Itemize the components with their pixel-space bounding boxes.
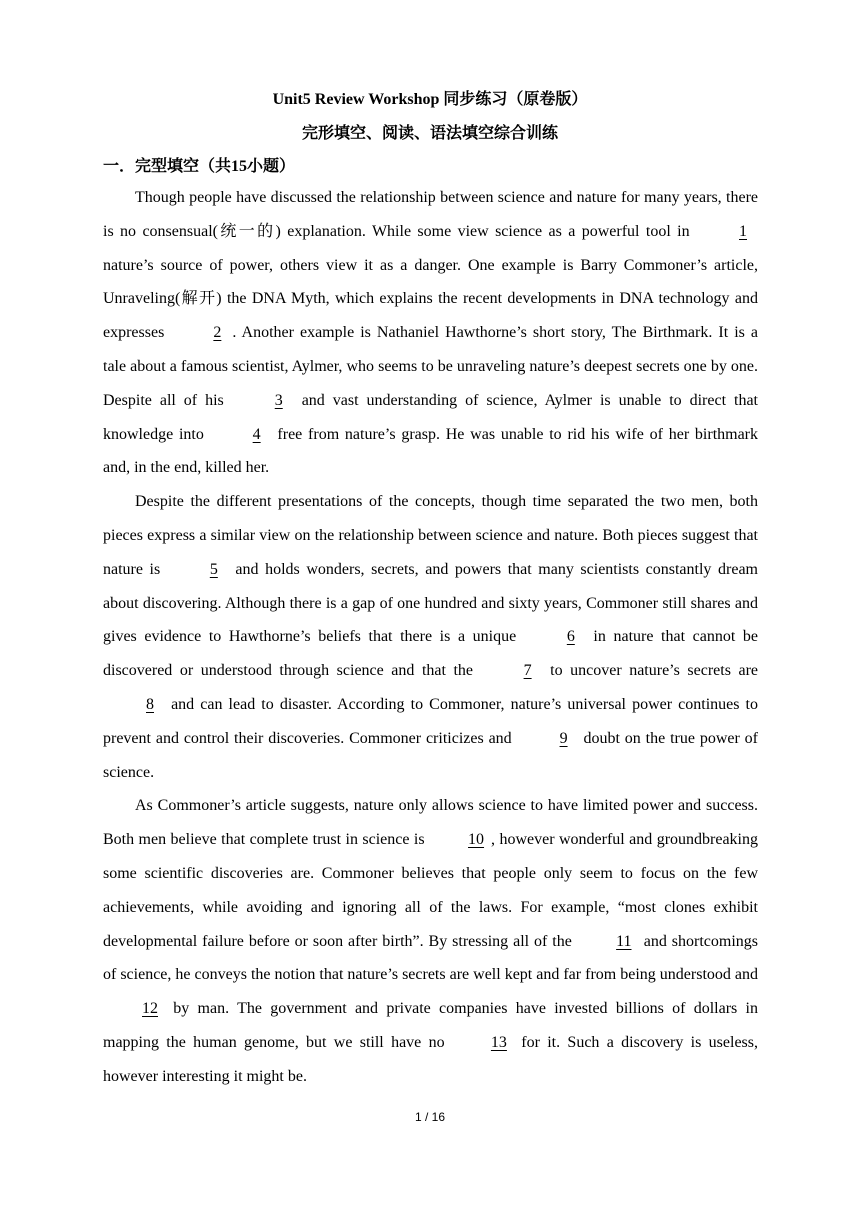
- text-segment: . Another example is Nathaniel Hawthorne’s short story, The Birthmark. It is a tale about a famous scientist, Aylmer, who seems to be unraveling nature’s deepest secrets one by one. Despite all of his: [103, 324, 759, 409]
- blank-1: 1: [739, 222, 747, 240]
- blank-10: 10: [468, 831, 485, 849]
- text-segment: doubt on the true power of science.: [103, 729, 759, 781]
- section-heading: 一．完型填空（共15小题）: [103, 158, 296, 175]
- blank-2: 2: [213, 324, 222, 342]
- blank-8: 8: [146, 695, 154, 713]
- text-segment: by man. The government and private companies have invested billions of dollars in mapping the human genome, but we still have no: [103, 1000, 758, 1051]
- blank-13: 13: [490, 1033, 507, 1051]
- text-segment: As Commoner’s article suggests, nature only allows science to have limited power and success. Both men believe that complete trust in science is: [103, 797, 758, 849]
- blank-11: 11: [616, 932, 632, 950]
- document-subtitle: 完形填空、阅读、语法填空综合训练: [301, 125, 558, 142]
- text-segment: , however wonderful and groundbreaking some scientific discoveries are. Commoner believes that people only seem to focus on the few achievements, while avoiding and ignoring all of the laws. For example, “most clones exhibit developmental failure before or soon after birth”. By stressing all of the: [103, 831, 759, 950]
- text-segment: free from nature’s grasp. He was unable to rid his wife of her birthmark and, in the end, killed her.: [103, 425, 759, 477]
- blank-5: 5: [209, 560, 218, 578]
- text-segment: Despite the different presentations of the concepts, though time separated the two men, both pieces express a similar view on the relationship between science and nature. Both pieces suggest that nature is: [103, 493, 758, 578]
- blank-9: 9: [559, 729, 568, 747]
- text-segment: Though people have discussed the relationship between science and nature for many years, there is no consensual(统一的) explanation. While some view science as a powerful tool in: [103, 189, 758, 240]
- text-segment: for it. Such a discovery is useless, however interesting it might be.: [103, 1033, 759, 1085]
- text-segment: nature’s source of power, others view it as a danger. One example is Barry Commoner’s article, Unraveling(解开) the DNA Myth, which explains the recent developments in DNA technology and expresses: [103, 256, 758, 342]
- blank-12: 12: [142, 1000, 158, 1018]
- blank-4: 4: [252, 425, 261, 443]
- blank-3: 3: [274, 391, 283, 409]
- document-title: Unit5 Review Workshop 同步练习（原卷版）: [272, 91, 588, 108]
- cloze-passage: [103, 181, 758, 1094]
- text-segment: to uncover nature’s secrets are: [542, 662, 759, 680]
- paragraph-2: [103, 485, 758, 789]
- text-segment: in nature that cannot be discovered or understood through science and that the: [103, 628, 758, 680]
- text-segment: and can lead to disaster. According to Commoner, nature’s universal power continues to prevent and control their discoveries. Commoner criticizes and: [103, 695, 758, 747]
- paragraph-1: [103, 181, 758, 485]
- paragraph-3: [103, 789, 758, 1093]
- blank-7: 7: [523, 662, 532, 680]
- text-segment: and vast understanding of science, Aylmer is unable to direct that knowledge into: [103, 391, 758, 443]
- page-number: 1 / 16: [414, 1110, 446, 1124]
- text-segment: and holds wonders, secrets, and powers that many scientists constantly dream about discovering. Although there is a gap of one hundred and sixty years, Commoner still shares and gives evidence to Hawthorne’s beliefs that there is a unique: [103, 560, 758, 646]
- text-segment: and shortcomings of science, he conveys the notion that nature’s secrets are well kept and far from being understood and: [103, 932, 758, 984]
- blank-6: 6: [566, 628, 575, 646]
